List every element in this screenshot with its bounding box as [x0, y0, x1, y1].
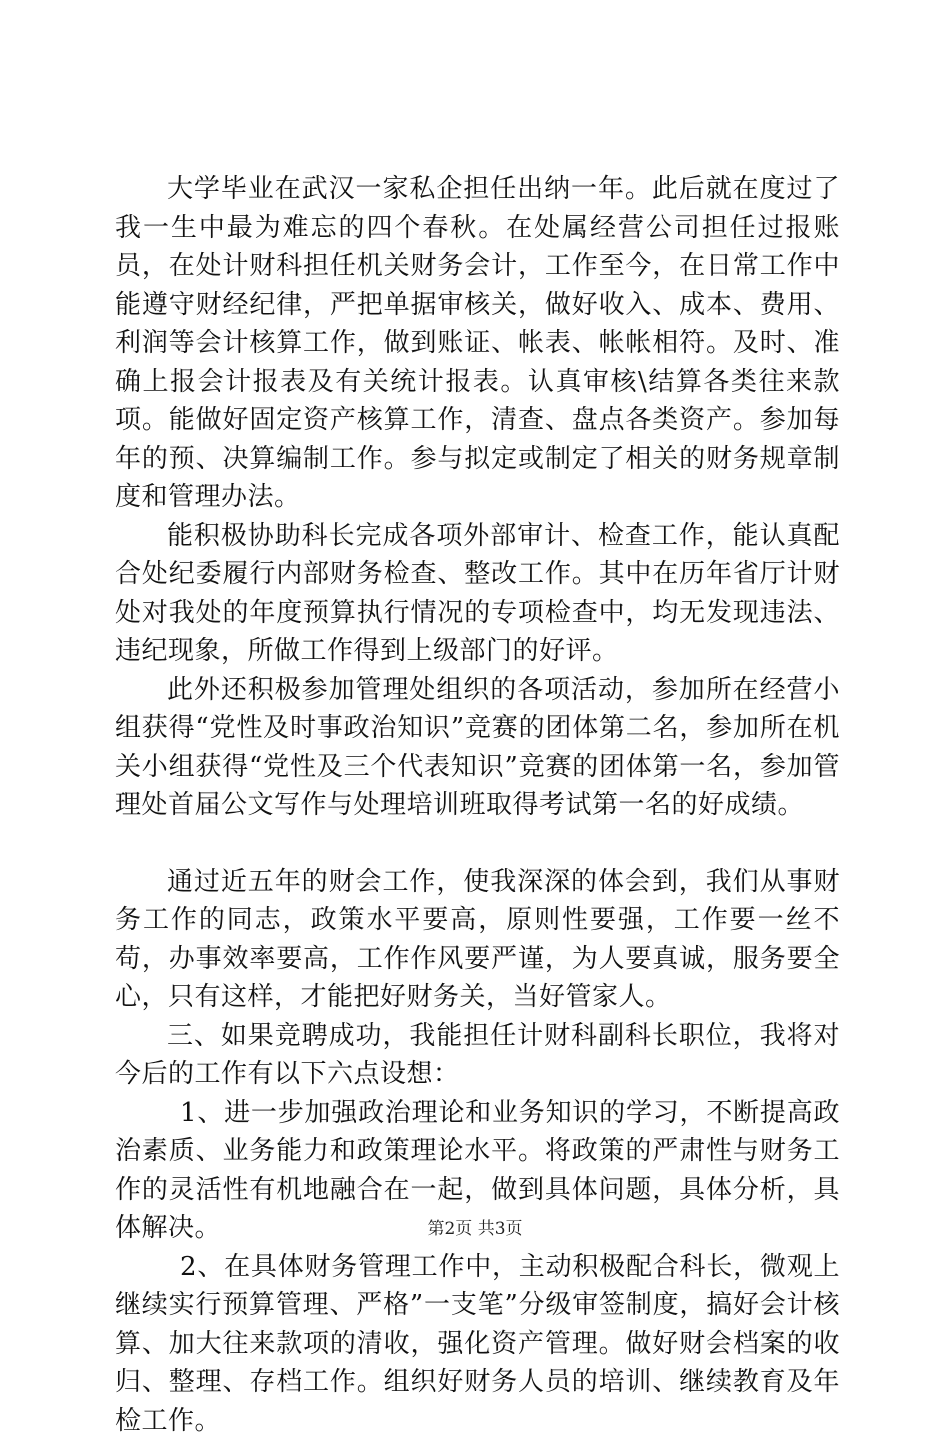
- paragraph-plan-item-1: 1、进一步加强政治理论和业务知识的学习，不断提高政治素质、业务能力和政策理论水平。将政策的严肃性与财务工作的灵活性有机地融合在一起，做到具体问题，具体分析，具体解决。: [115, 1094, 840, 1248]
- paragraph-activities: 此外还积极参加管理处组织的各项活动，参加所在经营小组获得“党性及时事政治知识”竞赛的团体第二名，参加所在机关小组获得“党性及三个代表知识”竞赛的团体第一名，参加管理处首届公文写作与处理培训班取得考试第一名的好成绩。: [115, 671, 840, 825]
- paragraph-experience: 通过近五年的财会工作，使我深深的体会到，我们从事财务工作的同志，政策水平要高，原则性要强，工作要一丝不苟，办事效率要高，工作作风要严谨，为人要真诚，服务要全心，只有这样，才能把好财务关，当好管家人。: [115, 863, 840, 1017]
- paragraph-section-three-intro: 三、如果竞聘成功，我能担任计财科副科长职位，我将对今后的工作有以下六点设想：: [115, 1017, 840, 1094]
- document-body: [115, 170, 840, 1440]
- page-number-footer: 第2页 共3页: [0, 1214, 950, 1239]
- paragraph-work-history: 大学毕业在武汉一家私企担任出纳一年。此后就在度过了我一生中最为难忘的四个春秋。在处属经营公司担任过报账员，在处计财科担任机关财务会计，工作至今，在日常工作中能遵守财经纪律，严把单据审核关，做好收入、成本、费用、利润等会计核算工作，做到账证、帐表、帐帐相符。及时、准确上报会计报表及有关统计报表。认真审核\结算各类往来款项。能做好固定资产核算工作，清查、盘点各类资产。参加每年的预、决算编制工作。参与拟定或制定了相关的财务规章制度和管理办法。: [115, 170, 840, 517]
- paragraph-plan-item-2: 2、在具体财务管理工作中，主动积极配合科长，微观上继续实行预算管理、严格”一支笔”分级审签制度，搞好会计核算、加大往来款项的清收，强化资产管理。做好财会档案的收归、整理、存档工作。组织好财务人员的培训、继续教育及年检工作。: [115, 1248, 840, 1440]
- paragraph-audit-cooperation: 能积极协助科长完成各项外部审计、检查工作，能认真配合处纪委履行内部财务检查、整改工作。其中在历年省厅计财处对我处的年度预算执行情况的专项检查中，均无发现违法、违纪现象，所做工作得到上级部门的好评。: [115, 517, 840, 671]
